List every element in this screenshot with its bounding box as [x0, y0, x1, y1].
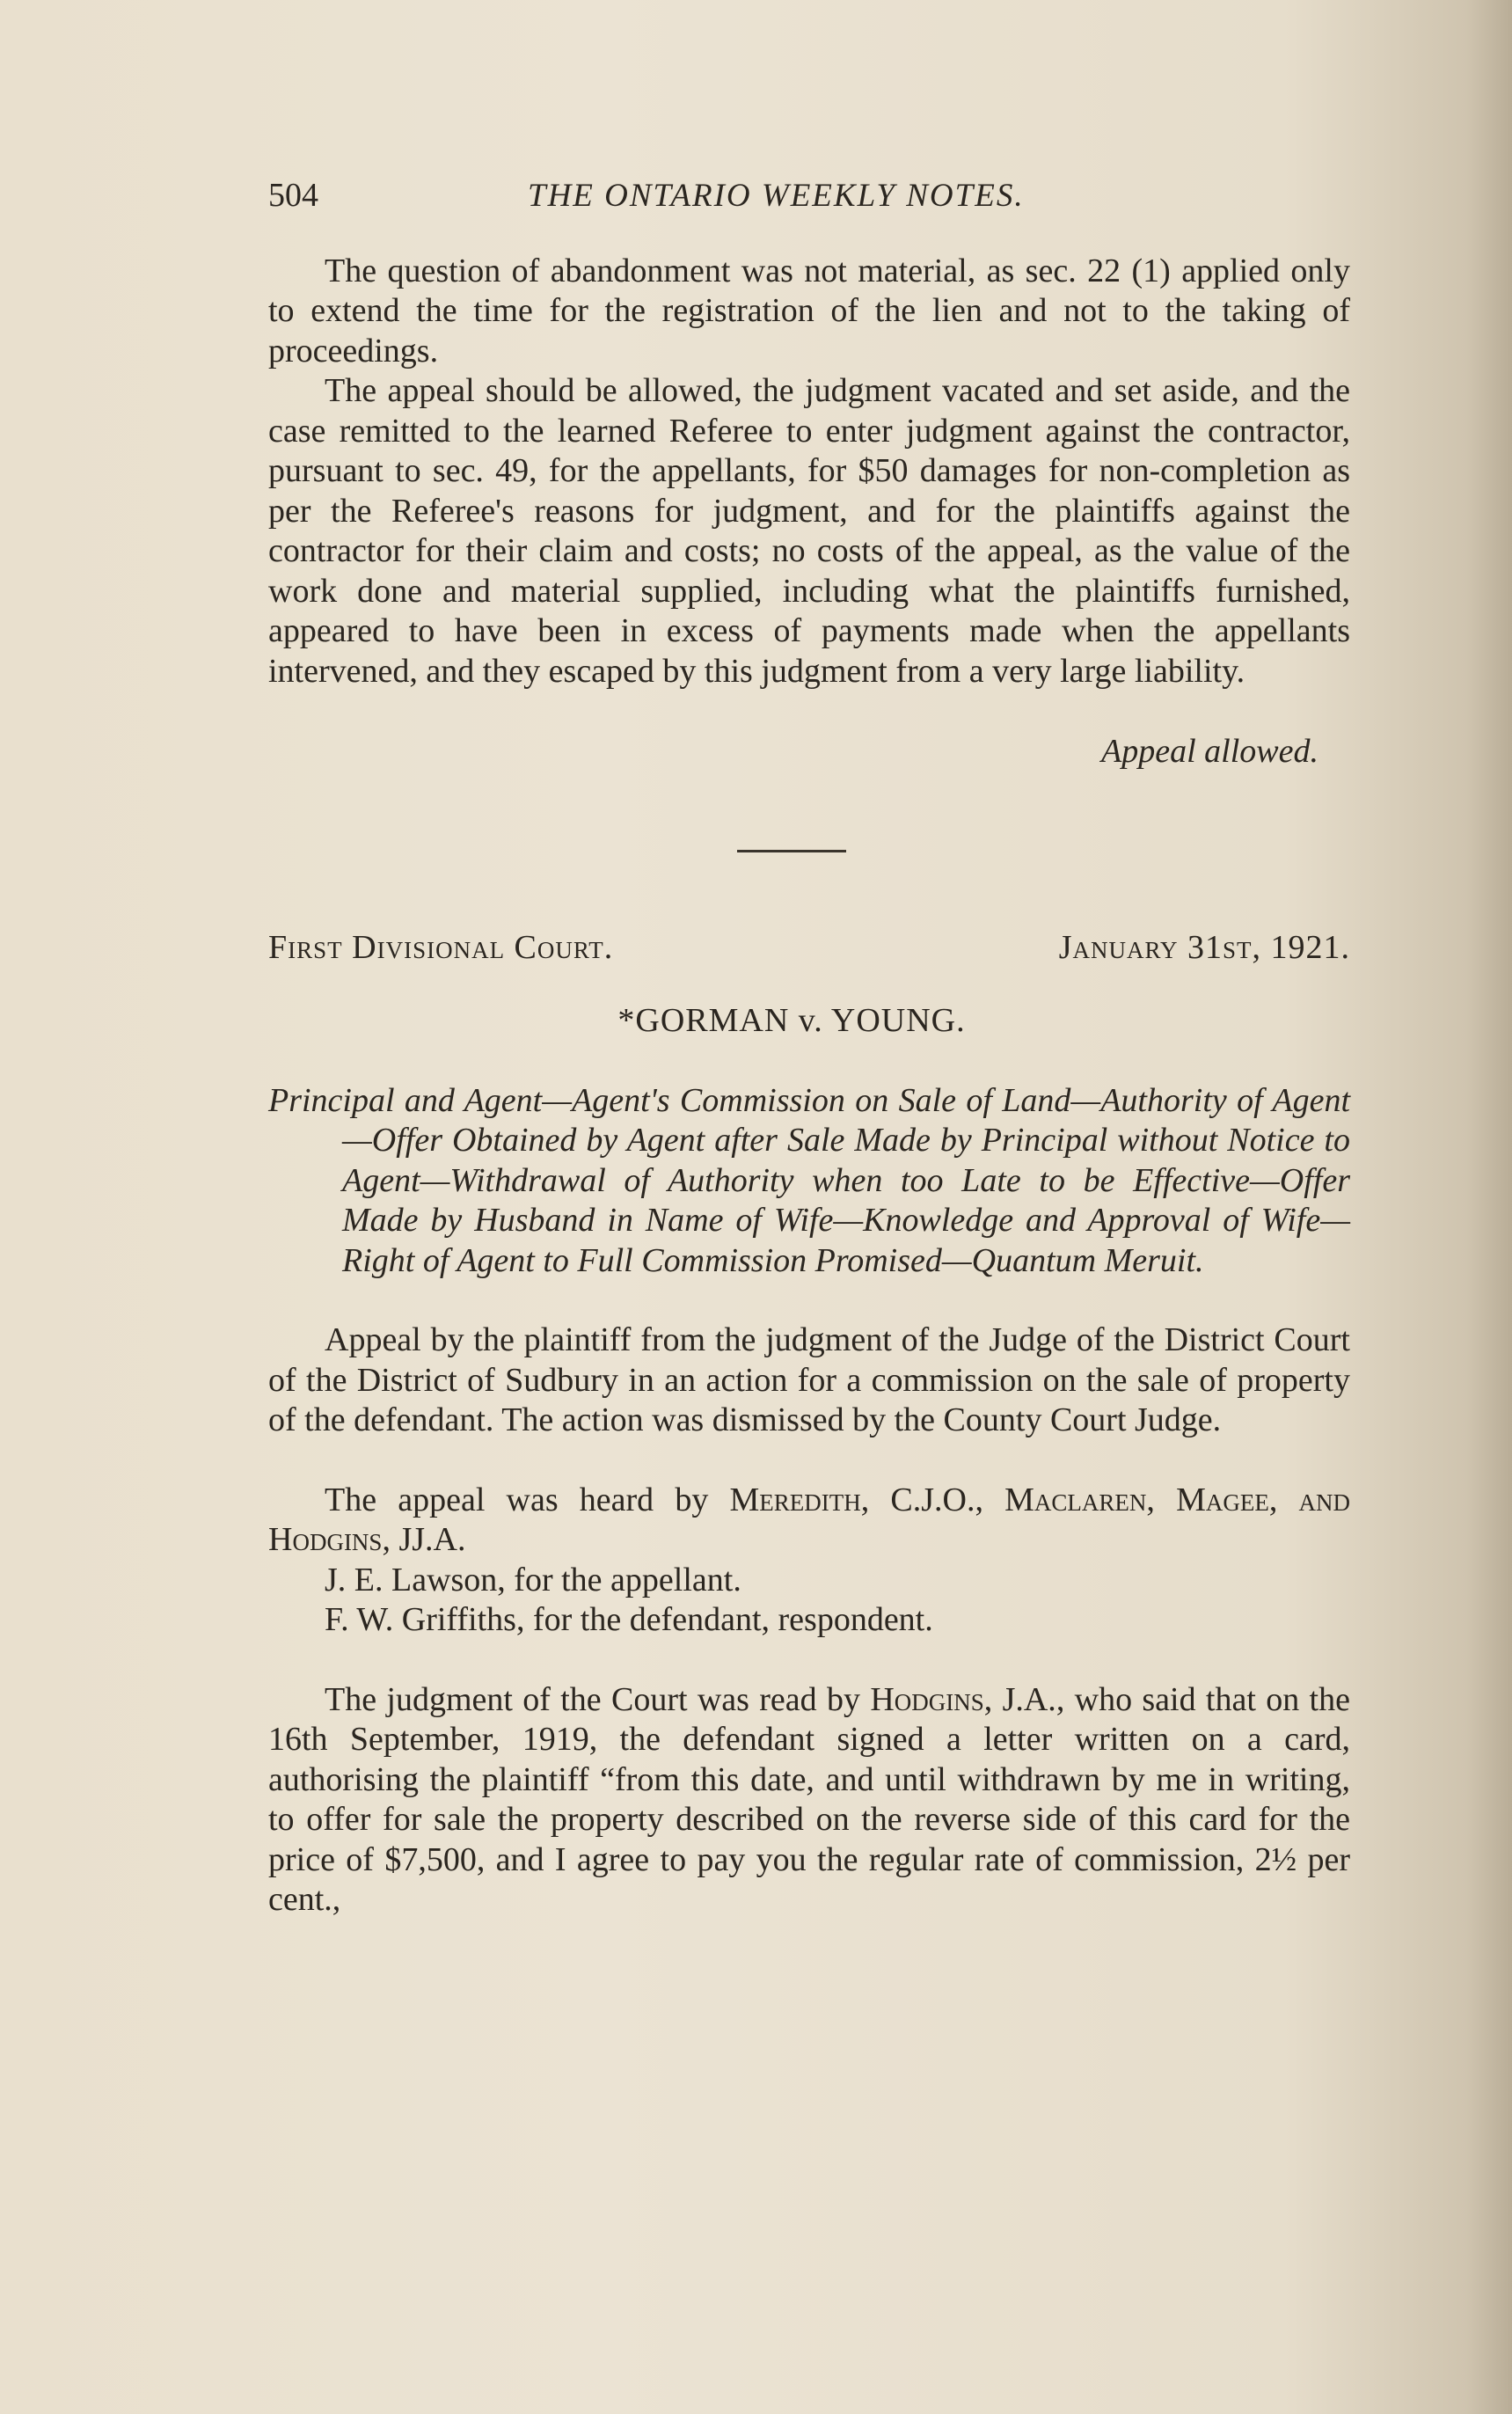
judgment-prefix: The judgment of the Court was read by	[325, 1680, 871, 1718]
court-date-line	[268, 928, 1350, 969]
page-number: 504	[268, 177, 318, 214]
verdict: Appeal allowed.	[1101, 733, 1318, 770]
counsel-line: J. E. Lawson, for the appellant.	[325, 1561, 741, 1598]
court-name: First Divisional Court.	[268, 928, 614, 966]
counsel-line: F. W. Griffiths, for the defendant, respondent.	[325, 1601, 933, 1638]
body-paragraph: The question of abandonment was not material, as sec. 22 (1) applied only to extend the time for the registration of the lien and not to the taking of proceedings.	[268, 252, 1350, 369]
section-divider	[737, 850, 846, 852]
running-head	[268, 176, 1350, 216]
judgment-judge: Hodgins, J.A.	[870, 1680, 1056, 1718]
document-page	[268, 176, 1350, 1920]
journal-title: THE ONTARIO WEEKLY NOTES.	[528, 178, 1025, 214]
appeal-paragraph: Appeal by the plaintiff from the judgment of the Judge of the District Court of the District of Sudbury in an action for a commission on the sale of property of the defendant. The action was dismissed by the County Court Judge.	[268, 1321, 1350, 1438]
headnote: Principal and Agent—Agent's Commission on Sale of Land—Authority of Agent—Offer Obtained by Agent after Sale Made by Principal without Notice to Agent—Withdrawal of Authority when too Late to be Effective—Offer Made by Husband in Name of Wife—Knowledge and Approval of Wife—Right of Agent to Full Commission Promised—Quantum Meruit.	[268, 1081, 1350, 1279]
decision-date: January 31st, 1921.	[1058, 928, 1350, 966]
judgment-paragraph	[268, 1680, 1350, 1920]
heard-by-paragraph	[268, 1481, 1350, 1561]
heard-by-prefix: The appeal was heard by	[325, 1481, 730, 1518]
case-title: *GORMAN v. YOUNG.	[617, 1002, 966, 1039]
judges: Meredith, C.J.O., Maclaren, Magee, and Hodgins, JJ.A.	[268, 1481, 1350, 1558]
judgment-text: , who said that on the 16th September, 1919, the defendant signed a letter written on a card, authorising the plaintiff “from this date, and until withdrawn by me in writing, to offer for sale the property described on the reverse side of this card for the price of $7,500, and I agree to pay you the regular rate of commission, 2½ per cent.,	[268, 1680, 1350, 1918]
body-paragraph: The appeal should be allowed, the judgment vacated and set aside, and the case remitted to the learned Referee to enter judgment against the contractor, pursuant to sec. 49, for the appellants, for $50 damages for non-completion as per the Referee's reasons for judgment, and for the plaintiffs against the contractor for their claim and costs; no costs of the appeal, as the value of the work done and material supplied, including what the plaintiffs furnished, appeared to have been in excess of payments made when the appellants intervened, and they escaped by this judgment from a very large liability.	[268, 372, 1350, 690]
